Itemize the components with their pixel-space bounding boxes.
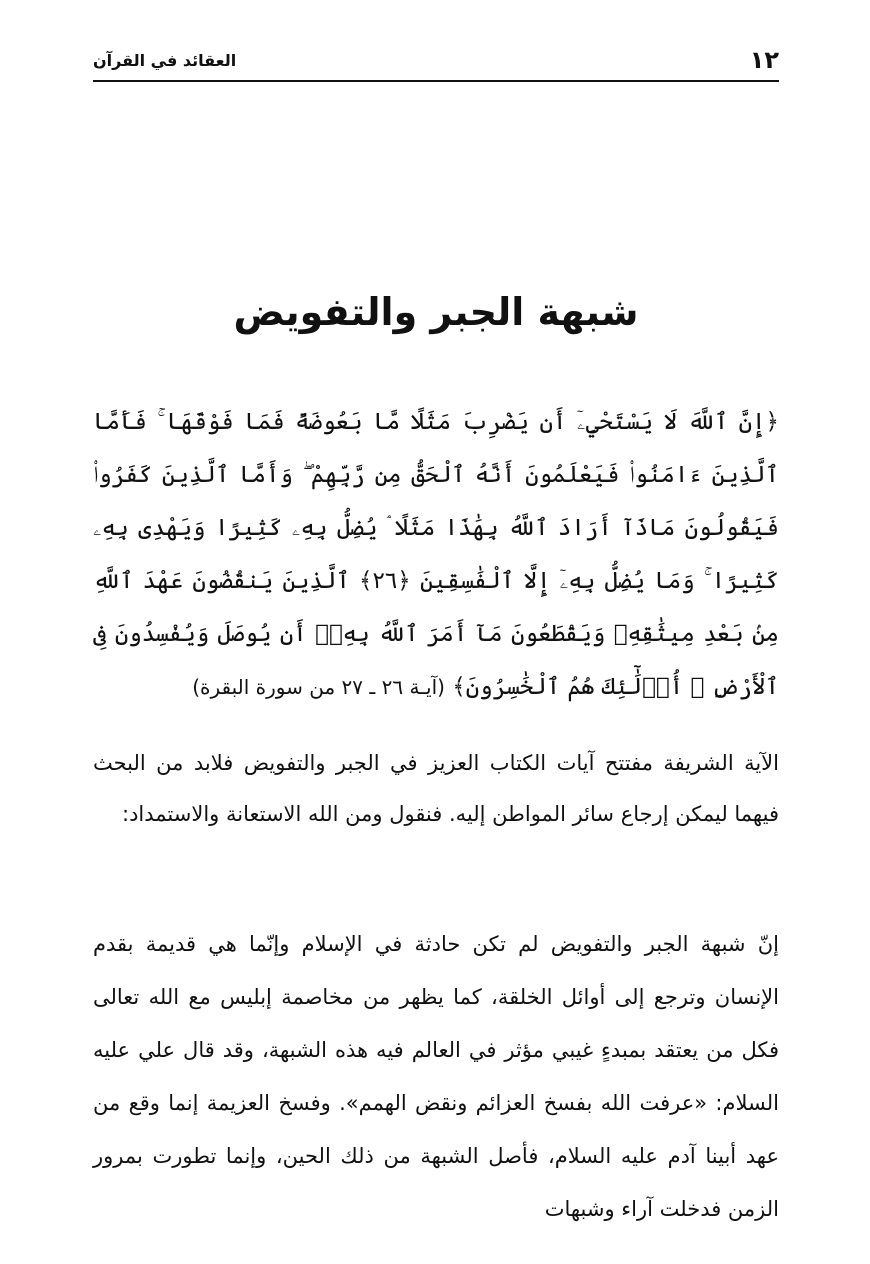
quran-verse-text: ﴿إِنَّ ٱللَّهَ لَا يَسْتَحْيِۦٓ أَن يَضْرِبَ مَثَلًا مَّا بَعُوضَةً فَمَا فَوْقَهَا ۚ فَأَمَّا ٱلَّذِينَ ءَامَنُوا۟ فَيَعْلَمُونَ أَنَّهُ ٱلْحَقُّ مِن رَّبِّهِمْ ۖ وَأَمَّا ٱلَّذِينَ كَفَرُوا۟ فَيَقُولُونَ مَاذَآ أَرَادَ ٱللَّهُ بِهَٰذَا مَثَلًا ۘ يُضِلُّ بِهِۦ كَثِيرًا وَيَهْدِى بِهِۦ كَثِيرًا ۚ وَمَا يُضِلُّ بِهِۦٓ إِلَّا ٱلْفَٰسِقِينَ ﴿٢٦﴾ ٱلَّذِينَ يَنقُضُونَ عَهْدَ ٱللَّهِ مِنۢ بَعْدِ مِيثَٰقِهِۦ وَيَقْطَعُونَ مَآ أَمَرَ ٱللَّهُ بِهِۦٓ أَن يُوصَلَ وَيُفْسِدُونَ فِى ٱلْأَرْضِ ۚ أُو۟لَٰٓئِكَ هُمُ ٱلْخَٰسِرُونَ﴾ [93, 409, 779, 700]
page-header [93, 40, 779, 82]
verse-reference: (آيـة ٢٦ ـ ٢٧ من سورة البقرة) [192, 675, 445, 699]
paragraph-body: إنّ شبهة الجبر والتفويض لم تكن حادثة في الإسلام وإنّما هي قديمة بقدم الإنسان وترجع إلى أوائل الخلقة، كما يظهر من مخاصمة إبليس مع الله تعالى فكل من يعتقد بمبدءٍ غيبي مؤثر في العالم فيه هذه الشبهة، وقد قال علي عليه السلام: «عرفت الله بفسخ العزائم ونقض الهمم». وفسخ العزيمة إنما وقع من عهد أبينا آدم عليه السلام، فأصل الشبهة من ذلك الحين، وإنما تطورت بمرور الزمن فدخلت آراء وشبهات [93, 932, 779, 1221]
quran-verse-block [93, 396, 779, 714]
chapter-title: شبهة الجبر والتفويض [233, 290, 639, 334]
page-number: ١٢ [749, 46, 779, 74]
paragraph-intro: الآية الشريفة مفتتح آيات الكتاب العزيز في الجبر والتفويض فلابد من البحث فيهما ليمكن إرجاع سائر المواطن إليه. فنقول ومن الله الاستعانة والاستمداد: [93, 751, 779, 826]
running-title: العقائد في القرآن [93, 50, 237, 70]
